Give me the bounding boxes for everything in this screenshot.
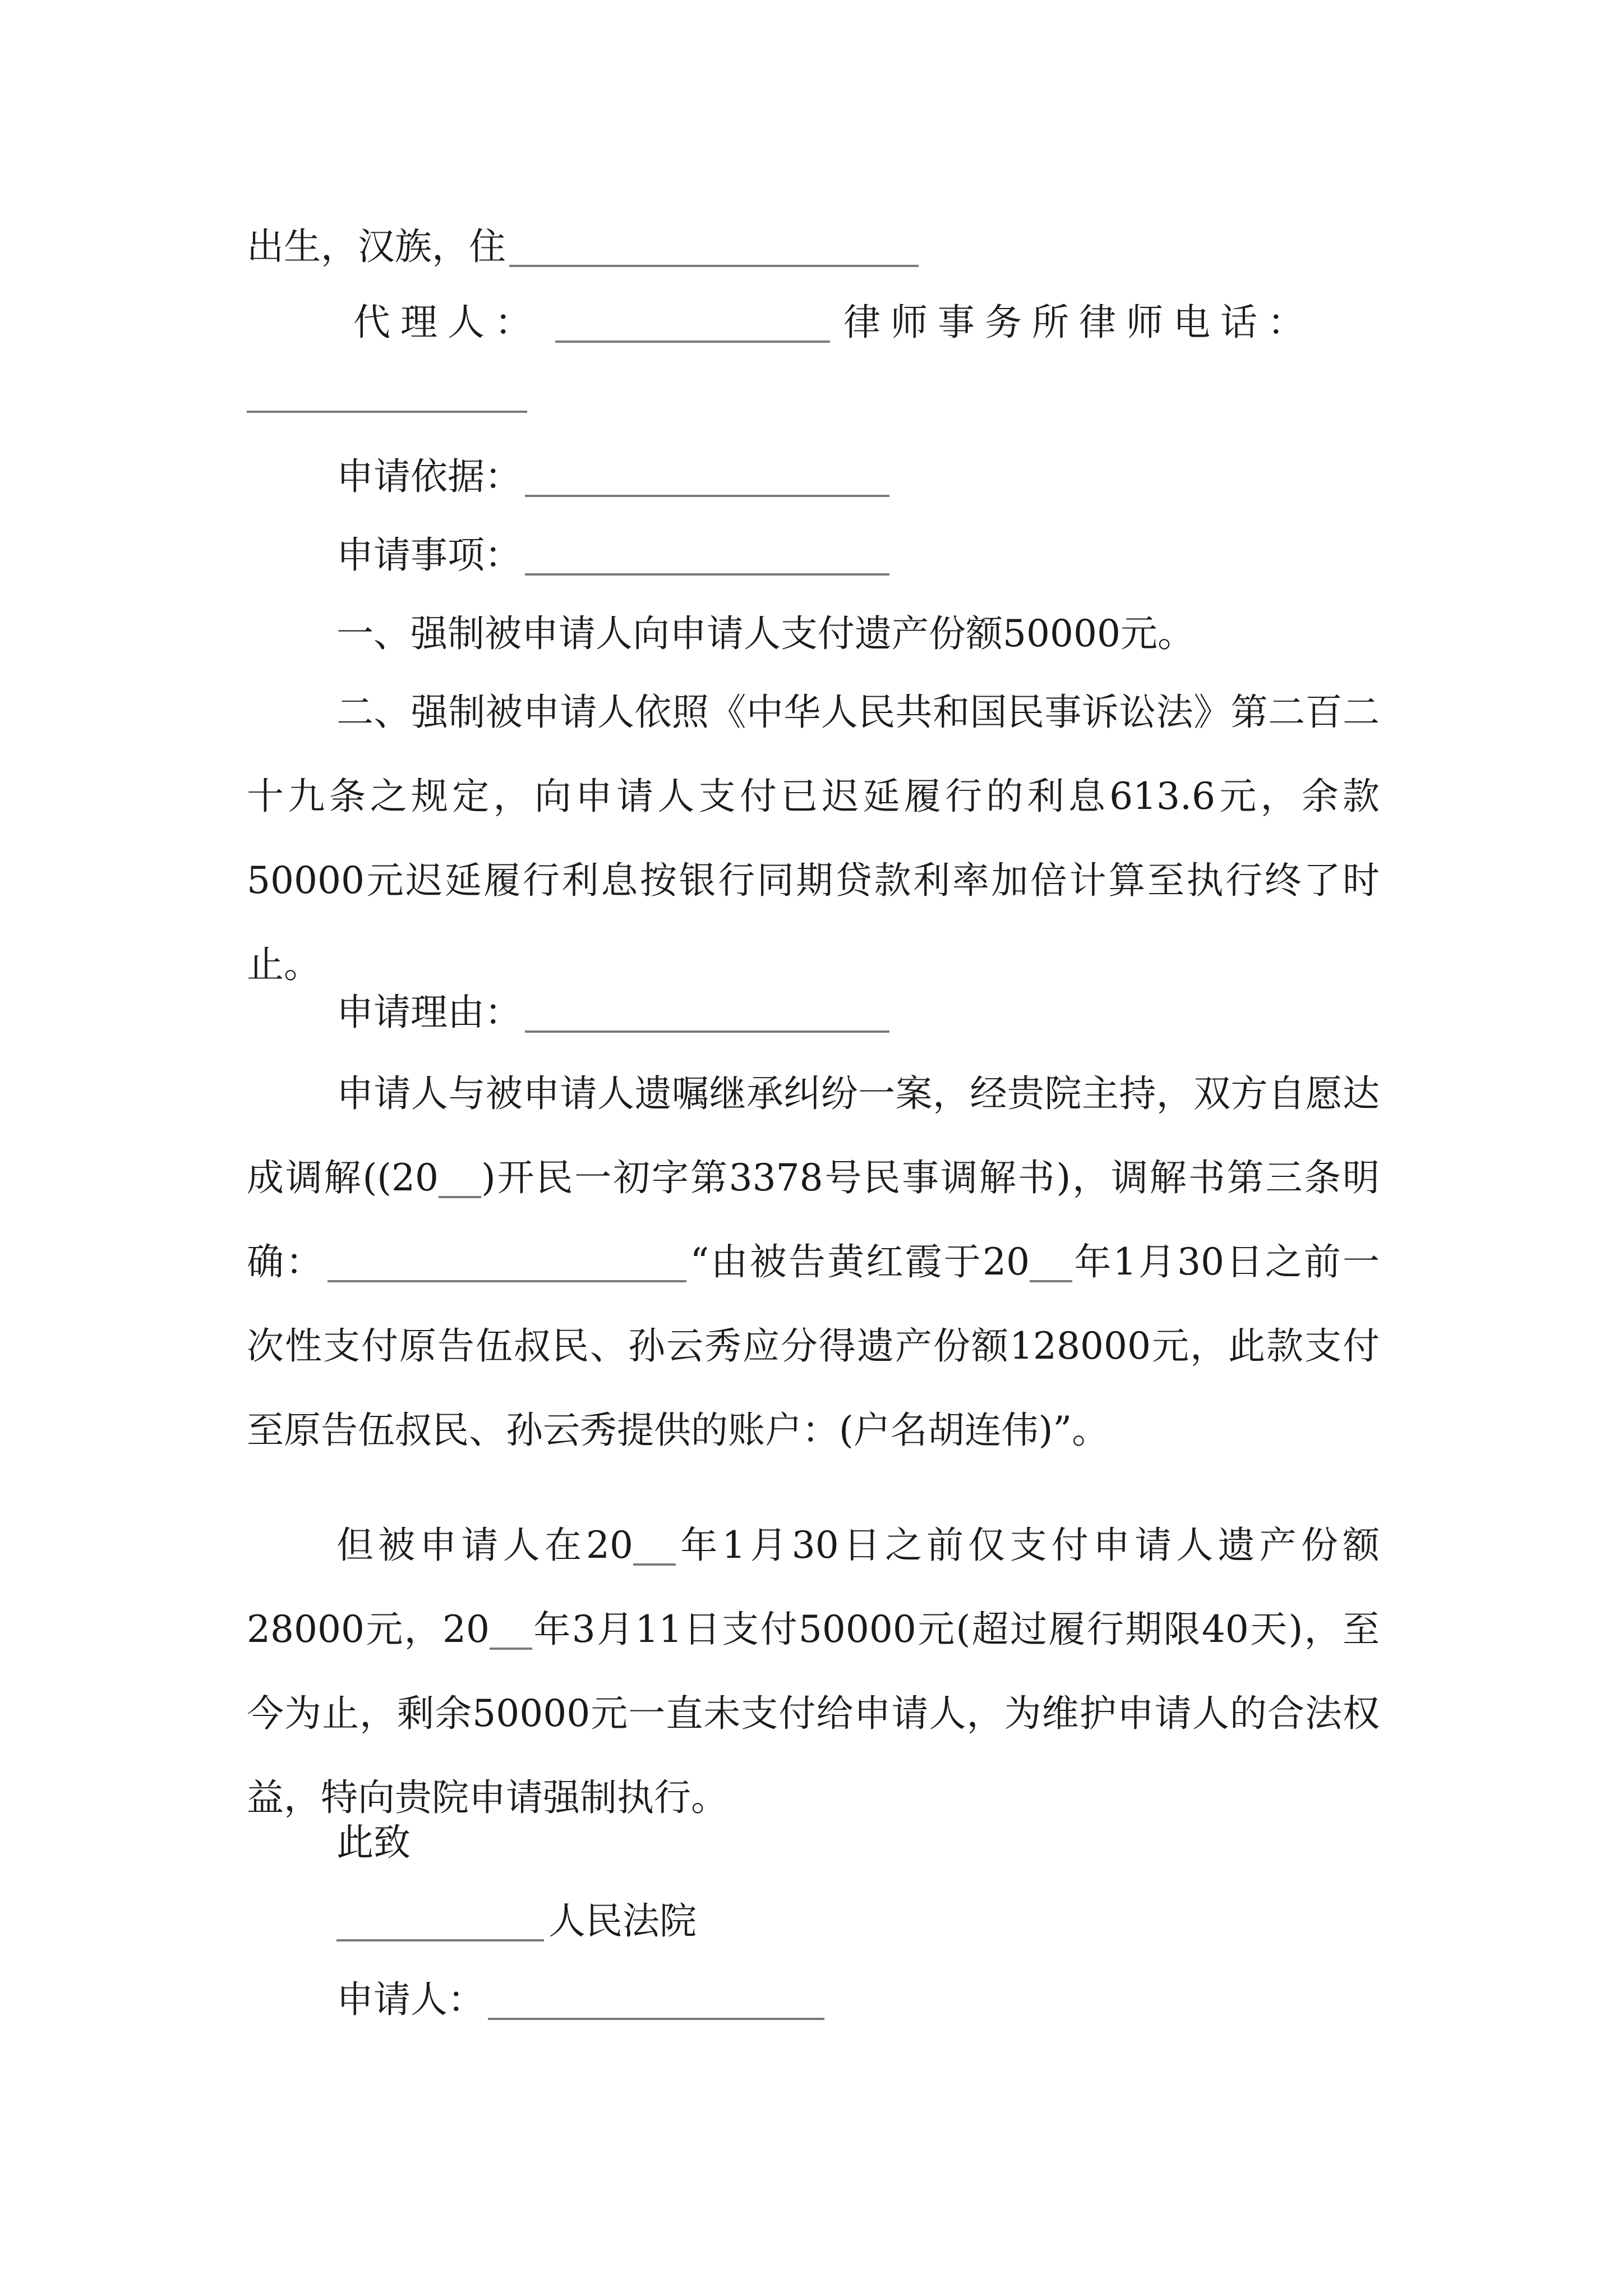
salutation-line — [336, 1803, 411, 1882]
phone-blank — [247, 411, 527, 413]
clause-blank — [328, 1280, 686, 1282]
year-blank — [1030, 1280, 1072, 1282]
year-blank — [439, 1196, 481, 1198]
reason-p2-a: 但被申请人在20 — [336, 1524, 634, 1567]
matters-line — [336, 516, 893, 595]
matter-item-1-text: 一、强制被申请人向申请人支付遗产份额50000元。 — [336, 612, 1195, 655]
applicant-blank — [488, 2018, 824, 2020]
court-line — [336, 1882, 697, 1961]
year-blank — [633, 1563, 676, 1566]
court-name: 人民法院 — [548, 1899, 697, 1943]
agent-text: 律师事务所律师电话： — [843, 301, 1315, 344]
reason-blank — [525, 1030, 889, 1033]
reason-p1-a: 申请人与被申请人遗嘱继承纠纷一案，经贵院主持，双方自愿达成调解((20 — [247, 1072, 1380, 1199]
reason-p2-c: 年3月11日支付50000元(超过履行期限40天)，至今为止，剩余50000元一直未支付给申请人，为维护申请人的合法权益，特向贵院申请强制执行。 — [247, 1608, 1380, 1819]
year-blank — [490, 1648, 532, 1650]
reason-p2-b: 年1月30日之前仅支付申请人遗产份额28000元，20 — [247, 1524, 1380, 1651]
reason-paragraph-1 — [247, 1052, 1380, 1473]
applicant-label: 申请人： — [336, 1978, 485, 2021]
residence-line — [247, 208, 922, 286]
basis-blank — [525, 495, 889, 497]
residence-text: 出生，汉族，住 — [247, 225, 506, 268]
reason-paragraph-2 — [247, 1503, 1380, 1840]
salutation: 此致 — [336, 1821, 411, 1864]
residence-blank — [509, 265, 919, 267]
reason-p1-c: “由被告黄红霞于20 — [690, 1240, 1030, 1283]
matters-blank — [525, 573, 889, 576]
reason-p1-d: 年1月30日之前一次性支付原告伍叔民、孙云秀应分得遗产份额128000元，此款支付至原告伍叔民、孙云秀提供的账户：(户名胡连伟)”。 — [247, 1240, 1380, 1452]
basis-label: 申请依据： — [336, 455, 522, 498]
matters-label: 申请事项： — [336, 533, 522, 577]
reason-label: 申请理由： — [336, 991, 522, 1034]
matter-item-2 — [247, 670, 1380, 1007]
matter-item-2-text: 二、强制被申请人依照《中华人民共和国民事诉讼法》第二百二十九条之规定，向申请人支付已迟延履行的利息613.6元，余款50000元迟延履行利息按银行同期贷款利率加倍计算至执行终了时止。 — [247, 691, 1380, 986]
agent-label: 代理人： — [353, 301, 542, 344]
law-firm-blank — [555, 341, 830, 343]
agent-line — [353, 283, 1315, 362]
applicant-line — [336, 1961, 828, 2039]
matter-item-1 — [336, 595, 1195, 673]
basis-line — [336, 438, 893, 516]
reason-line — [336, 973, 893, 1052]
reason-p1-b: )开民一初字第3378号民事调解书)，调解书第三条明确： — [247, 1156, 1380, 1283]
court-blank — [336, 1939, 544, 1941]
